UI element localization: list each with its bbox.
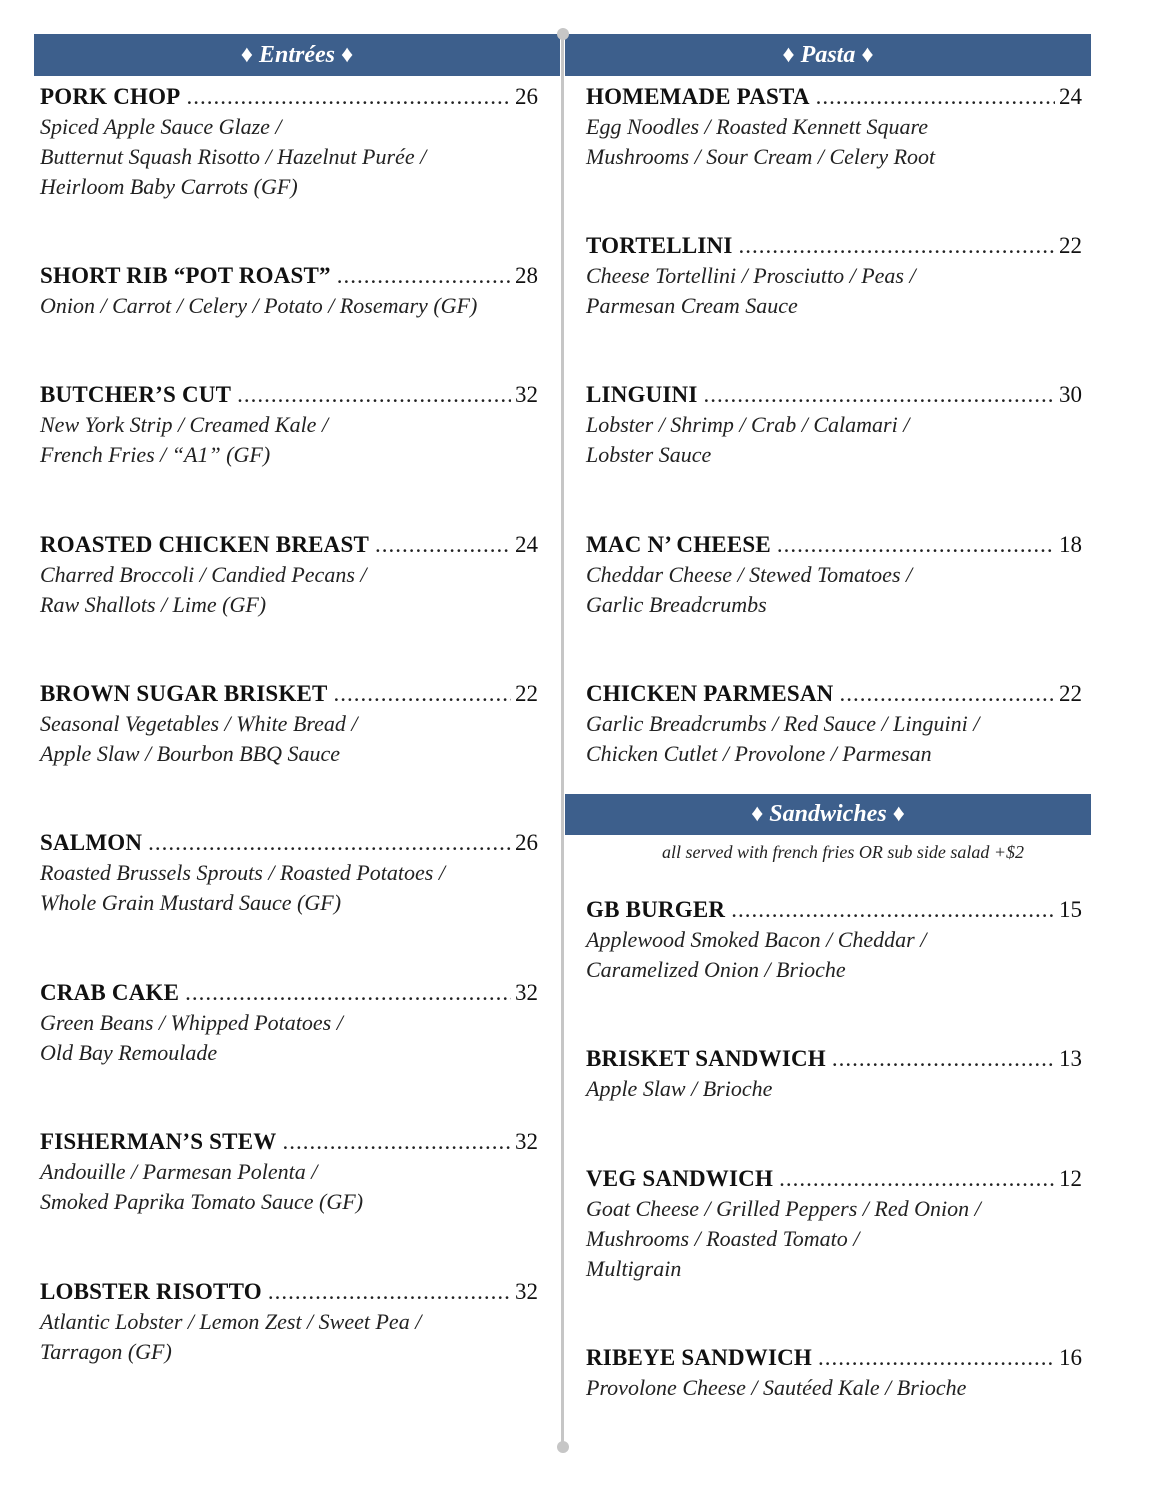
item-price: 28 (515, 263, 538, 288)
item-price: 15 (1059, 897, 1082, 922)
item-name: FISHERMAN’S STEW (40, 1129, 277, 1154)
dot-leader (237, 380, 511, 410)
item-price: 26 (515, 84, 538, 109)
dot-leader (777, 530, 1055, 560)
item-description-line: Seasonal Vegetables / White Bread / (40, 711, 358, 736)
item-description-line: Old Bay Remoulade (40, 1040, 218, 1065)
menu-item-salmon (40, 828, 538, 918)
item-description-line: Butternut Squash Risotto / Hazelnut Purée / (40, 144, 427, 169)
item-price: 22 (515, 681, 538, 706)
menu-item-homemade-pasta (586, 82, 1082, 172)
menu-item-pork-chop (40, 82, 538, 202)
sandwiches-header-label: ♦ Sandwiches ♦ (751, 801, 905, 827)
item-price: 22 (1059, 233, 1082, 258)
item-description-line: Lobster / Shrimp / Crab / Calamari / (586, 412, 910, 437)
item-description-line: Onion / Carrot / Celery / Potato / Rosemary (GF) (40, 293, 478, 318)
item-description-line: Mushrooms / Sour Cream / Celery Root (586, 144, 936, 169)
item-description-line: Tarragon (GF) (40, 1339, 172, 1364)
pasta-header-label: ♦ Pasta ♦ (782, 41, 874, 68)
item-price: 24 (515, 532, 538, 557)
item-description-line: Garlic Breadcrumbs / Red Sauce / Linguini / (586, 711, 980, 736)
item-description-line: Goat Cheese / Grilled Peppers / Red Onion / (586, 1196, 981, 1221)
item-description-line: New York Strip / Creamed Kale / (40, 412, 329, 437)
menu-item-fishermans-stew (40, 1127, 538, 1217)
item-description-line: Cheddar Cheese / Stewed Tomatoes / (586, 562, 913, 587)
menu-item-veg-sandwich (586, 1164, 1082, 1284)
menu-item-gb-burger (586, 895, 1082, 985)
dot-leader (832, 1044, 1055, 1074)
item-description-line: Provolone Cheese / Sautéed Kale / Brioche (586, 1375, 967, 1400)
menu-item-ribeye-sandwich (586, 1343, 1082, 1403)
sandwiches-note: all served with french fries OR sub side salad +$2 (662, 842, 1024, 862)
dot-leader (268, 1277, 511, 1307)
item-name: VEG SANDWICH (586, 1166, 774, 1191)
menu-item-roasted-chicken-breast (40, 530, 538, 620)
divider-top-knob (557, 28, 569, 40)
column-divider (561, 34, 564, 1446)
item-name: ROASTED CHICKEN BREAST (40, 532, 370, 557)
item-description-line: Charred Broccoli / Candied Pecans / (40, 562, 367, 587)
item-name: LINGUINI (586, 382, 698, 407)
item-name: SHORT RIB “POT ROAST” (40, 263, 331, 288)
item-name: CRAB CAKE (40, 980, 180, 1005)
dot-leader (185, 978, 511, 1008)
dot-leader (839, 679, 1055, 709)
dot-leader (282, 1127, 511, 1157)
entrees-header-label: ♦ Entrées ♦ (240, 41, 354, 68)
item-description-line: Roasted Brussels Sprouts / Roasted Potatoes / (40, 860, 445, 885)
item-price: 24 (1059, 84, 1082, 109)
dot-leader (818, 1343, 1055, 1373)
menu-item-crab-cake (40, 978, 538, 1068)
dot-leader (148, 828, 511, 858)
item-description-line: Lobster Sauce (586, 442, 712, 467)
item-name: PORK CHOP (40, 84, 181, 109)
menu-item-chicken-parmesan (586, 679, 1082, 769)
item-description-line: Mushrooms / Roasted Tomato / (586, 1226, 860, 1251)
item-description-line: Egg Noodles / Roasted Kennett Square (586, 114, 928, 139)
item-description-line: Spiced Apple Sauce Glaze / (40, 114, 282, 139)
item-description-line: French Fries / “A1” (GF) (40, 442, 271, 467)
item-description-line: Andouille / Parmesan Polenta / (40, 1159, 318, 1184)
item-price: 18 (1059, 532, 1082, 557)
item-description-line: Parmesan Cream Sauce (586, 293, 798, 318)
item-name: CHICKEN PARMESAN (586, 681, 834, 706)
item-description-line: Atlantic Lobster / Lemon Zest / Sweet Pea / (40, 1309, 422, 1334)
menu-item-lobster-risotto (40, 1277, 538, 1367)
item-name: BRISKET SANDWICH (586, 1046, 826, 1071)
item-description-line: Raw Shallots / Lime (GF) (40, 592, 267, 617)
menu-item-brown-sugar-brisket (40, 679, 538, 769)
dot-leader (779, 1164, 1055, 1194)
item-description-line: Multigrain (586, 1256, 682, 1281)
item-description-line: Garlic Breadcrumbs (586, 592, 767, 617)
item-description-line: Chicken Cutlet / Provolone / Parmesan (586, 741, 932, 766)
pasta-header (565, 34, 1091, 76)
dot-leader (375, 530, 511, 560)
item-description-line: Applewood Smoked Bacon / Cheddar / (586, 927, 927, 952)
dot-leader (816, 82, 1055, 112)
item-description-line: Apple Slaw / Brioche (586, 1076, 773, 1101)
item-name: SALMON (40, 830, 143, 855)
item-description-line: Apple Slaw / Bourbon BBQ Sauce (40, 741, 341, 766)
item-price: 26 (515, 830, 538, 855)
menu-item-short-rib (40, 261, 538, 321)
item-name: RIBEYE SANDWICH (586, 1345, 813, 1370)
item-price: 32 (515, 980, 538, 1005)
sandwiches-header (565, 794, 1091, 835)
item-price: 32 (515, 1129, 538, 1154)
item-name: MAC N’ CHEESE (586, 532, 771, 557)
item-price: 30 (1059, 382, 1082, 407)
item-price: 32 (515, 382, 538, 407)
item-price: 22 (1059, 681, 1082, 706)
item-price: 32 (515, 1279, 538, 1304)
menu-item-tortellini (586, 231, 1082, 321)
item-name: GB BURGER (586, 897, 726, 922)
menu-item-mac-n-cheese (586, 530, 1082, 620)
dot-leader (186, 82, 511, 112)
divider-bottom-knob (557, 1441, 569, 1453)
item-price: 13 (1059, 1046, 1082, 1071)
item-name: LOBSTER RISOTTO (40, 1279, 262, 1304)
item-description-line: Heirloom Baby Carrots (GF) (40, 174, 298, 199)
item-name: BROWN SUGAR BRISKET (40, 681, 328, 706)
dot-leader (704, 380, 1055, 410)
menu-item-linguini (586, 380, 1082, 470)
item-name: TORTELLINI (586, 233, 733, 258)
dot-leader (731, 895, 1055, 925)
item-description-line: Whole Grain Mustard Sauce (GF) (40, 890, 342, 915)
item-description-line: Cheese Tortellini / Prosciutto / Peas / (586, 263, 916, 288)
dot-leader (739, 231, 1056, 261)
menu-item-butchers-cut (40, 380, 538, 470)
item-description-line: Caramelized Onion / Brioche (586, 957, 846, 982)
item-price: 16 (1059, 1345, 1082, 1370)
item-name: BUTCHER’S CUT (40, 382, 232, 407)
menu-item-brisket-sandwich (586, 1044, 1082, 1104)
entrees-header (34, 34, 560, 76)
item-description-line: Green Beans / Whipped Potatoes / (40, 1010, 343, 1035)
item-price: 12 (1059, 1166, 1082, 1191)
item-name: HOMEMADE PASTA (586, 84, 810, 109)
dot-leader (334, 679, 511, 709)
dot-leader (337, 261, 511, 291)
item-description-line: Smoked Paprika Tomato Sauce (GF) (40, 1189, 364, 1214)
